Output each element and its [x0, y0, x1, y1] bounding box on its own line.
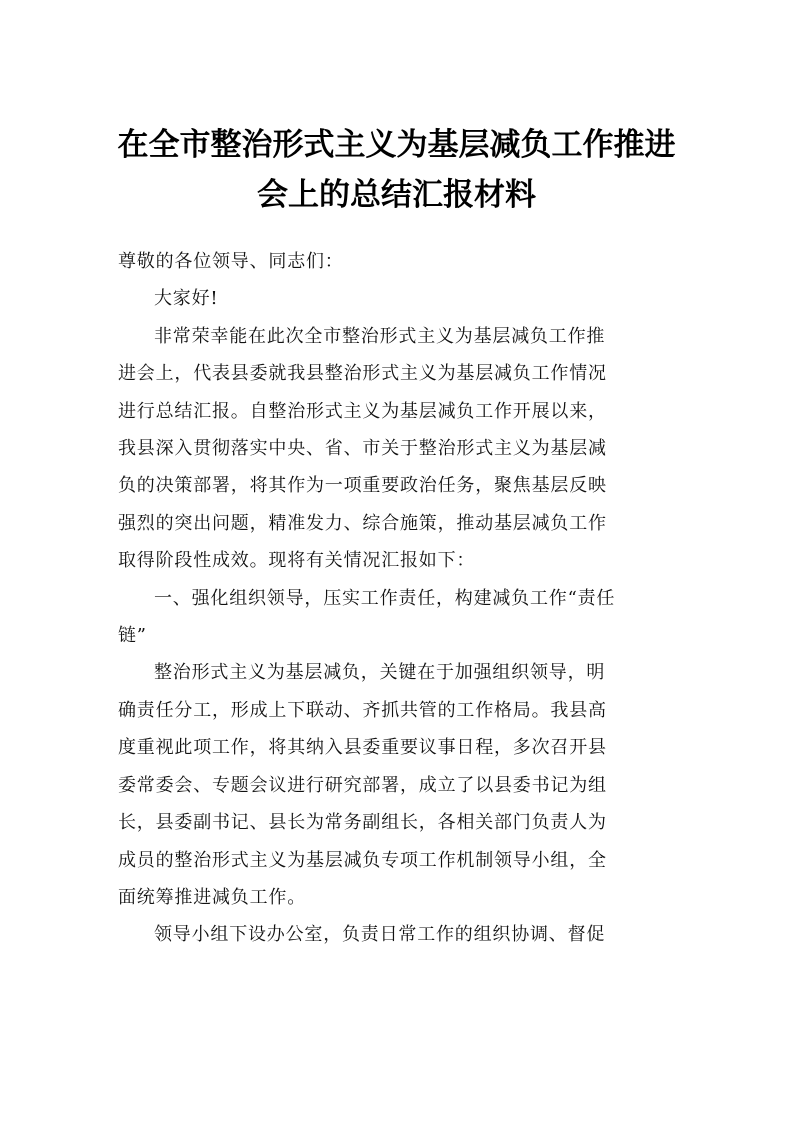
document-body: [118, 243, 678, 954]
paragraph-line: 成员的整治形式主义为基层减负专项工作机制领导小组，全: [118, 849, 607, 871]
paragraph-line: 整治形式主义为基层减负，关键在于加强组织领导，明: [154, 662, 606, 684]
paragraph-line: 强烈的突出问题，精准发力、综合施策，推动基层减负工作: [118, 512, 607, 534]
paragraph-line: 委常委会、专题会议进行研究部署，成立了以县委书记为组: [118, 774, 607, 796]
heading-line: 链”: [118, 625, 147, 647]
salutation-text: 尊敬的各位领导、同志们：: [118, 251, 344, 272]
paragraph-line: 进行总结汇报。自整治形式主义为基层减负工作开展以来，: [118, 400, 607, 422]
paragraph-office: [118, 916, 678, 953]
paragraph-intro: [118, 318, 678, 580]
paragraph-line: 度重视此项工作，将其纳入县委重要议事日程，多次召开县: [118, 737, 607, 759]
paragraph-line: 领导小组下设办公室，负责日常工作的组织协调、督促: [154, 924, 606, 946]
paragraph-line: 进会上，代表县委就我县整治形式主义为基层减负工作情况: [118, 363, 607, 385]
greeting-text: 大家好!: [154, 288, 219, 310]
paragraph-line: 负的决策部署，将其作为一项重要政治任务，聚焦基层反映: [118, 475, 607, 497]
paragraph-line: 非常荣幸能在此次全市整治形式主义为基层减负工作推: [154, 325, 606, 347]
greeting: [118, 280, 678, 317]
paragraph-line: 取得阶段性成效。现将有关情况汇报如下：: [118, 550, 476, 572]
section-heading-1: [118, 580, 678, 655]
paragraph-line: 我县深入贯彻落实中央、省、市关于整治形式主义为基层减: [118, 438, 607, 460]
title-line-2: 会上的总结汇报材料: [257, 177, 536, 213]
paragraph-line: 确责任分工，形成上下联动、齐抓共管的工作格局。我县高: [118, 699, 607, 721]
paragraph-line: 长，县委副书记、县长为常务副组长，各相关部门负责人为: [118, 812, 607, 834]
title-line-1: 在全市整治形式主义为基层减负工作推进: [117, 127, 676, 163]
salutation: [118, 243, 678, 280]
document-title: [100, 120, 693, 220]
paragraph-line: 面统筹推进减负工作。: [118, 886, 306, 908]
heading-line: 一、强化组织领导，压实工作责任，构建减负工作“责任: [154, 587, 616, 609]
paragraph-section-1: [118, 654, 678, 916]
